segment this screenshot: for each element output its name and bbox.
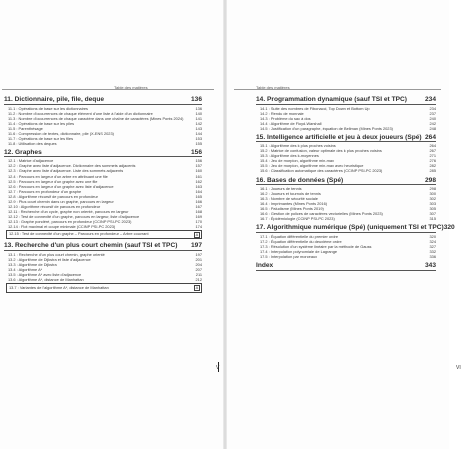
entry-title: Joueurs et tournois de tennis (270, 191, 321, 197)
entry-number: 16.7 : (260, 216, 270, 222)
entry-page: 141 (195, 115, 202, 121)
entry-title: Équation différentielle du deuxième ordre (270, 238, 342, 244)
entry-number: 17.5 : (260, 254, 270, 260)
entry-number: 15.3 : (260, 153, 270, 159)
entry-number: 17.2 : (260, 238, 270, 244)
entry-page: 303 (429, 201, 436, 207)
entry-title: Opérations de base sur les files (18, 135, 74, 141)
entry-page: 155 (195, 140, 202, 146)
entry-page: 212 (195, 277, 202, 283)
entry-title: Graphe avec liste d'adjacence. Dictionnaire des sommets adjacents (18, 163, 136, 169)
entry-page: 276 (429, 158, 436, 164)
entry-page: 285 (429, 168, 436, 174)
entry-title: Opérations de base sur les piles (18, 120, 75, 126)
entry-title: Algorithme A*, distance de Manhattan (18, 277, 84, 283)
entry-number: 11.3 : (8, 115, 18, 121)
chapter-page: 320 (443, 224, 455, 232)
entry-title: Gestion de polices de caractères vectorielles (Mines Ponts 2023) (270, 211, 383, 217)
toc-entry[interactable] (4, 277, 202, 282)
entry-title: Matrice d'adjacence (18, 158, 54, 164)
entry-title: Graphe avec liste d'adjacence. Liste des sommets adjacents (18, 168, 124, 174)
entry-number: 14.3 : (260, 115, 270, 121)
entry-title: Résolution d'un système linéaire par la méthode de Gauss (270, 243, 372, 249)
chapter-title: 15. Intelligence artificielle et jeu à deux joueurs (Spé) (256, 133, 422, 141)
entry-title: Classification automatique des caractères (CCINP PSI-PC 2023) (270, 168, 383, 174)
entry-number: 14.2 : (260, 110, 270, 116)
entry-title: Paludisme (Mines Ponts 2019) (270, 206, 324, 212)
entry-title: Compression de textes, dictionnaire, pile (X-ENS 2023) (18, 130, 114, 136)
toc-entry[interactable] (4, 224, 202, 229)
chapter-page: 264 (424, 133, 436, 141)
chapter-heading[interactable] (256, 96, 436, 105)
entry-title: Algorithme récursif de parcours en profondeur (18, 193, 98, 199)
entry-title: Nombre de sécurité sociale (270, 196, 318, 202)
entry-page: 197 (195, 251, 202, 257)
entry-title: Joueurs de tennis (270, 186, 302, 192)
toc-entry[interactable] (4, 141, 202, 146)
toc-chapter (4, 149, 202, 240)
entry-page: 211 (195, 272, 202, 278)
entry-number: 13.3 : (8, 262, 18, 268)
entry-page: 169 (195, 213, 202, 219)
entry-page: 142 (195, 120, 202, 126)
entry-number: 12.6 : (8, 183, 18, 189)
chapter-title: 14. Programmation dynamique (sauf TSI et TPC) (256, 96, 407, 103)
entry-page: 207 (195, 267, 202, 273)
entry-title: Utilisation des deques (18, 140, 57, 146)
entry-page: 136 (195, 105, 202, 111)
chapter-heading[interactable] (256, 134, 436, 143)
entry-title: Parenthésage (18, 125, 43, 131)
entry-page: 143 (195, 125, 202, 131)
toc-entry[interactable] (256, 126, 436, 131)
entry-title: Équation différentielle du premier ordre (270, 233, 339, 239)
entry-page: A (195, 231, 199, 237)
entry-number: 15.4 : (260, 158, 270, 164)
left-page (0, 0, 224, 449)
running-head: Table des matières (114, 85, 148, 90)
toc-chapter (4, 96, 202, 146)
entry-title: Parcours en largeur d'un graphe avec liste d'adjacence (18, 183, 114, 189)
toc-entry[interactable] (256, 168, 436, 173)
entry-number: 12.9 : (8, 198, 18, 204)
entry-number: 13.7 : (9, 284, 19, 290)
entry-title: Algorithme de Dijkstra (18, 262, 57, 268)
entry-page: 156 (195, 158, 202, 164)
toc-entry[interactable] (6, 230, 202, 240)
entry-title: Algorithme de Dijkstra et liste d'adjacence (18, 256, 91, 262)
entry-title: Parcours en largeur d'un graphe avec une file (18, 178, 98, 184)
entry-number: 17.3 : (260, 243, 270, 249)
toc-chapter (4, 242, 202, 292)
entry-page: 237 (429, 110, 436, 116)
chapter-page: 197 (190, 242, 202, 250)
toc-chapter (256, 224, 455, 260)
entry-title: Interpolation par morceaux (270, 254, 318, 260)
entry-page: 248 (429, 125, 436, 131)
entry-title: Imprimantes (Mines Ponts 2016) (270, 201, 328, 207)
header-rule (234, 89, 441, 90)
chapter-page: 343 (424, 262, 436, 270)
entry-number: 16.1 : (260, 186, 270, 192)
entry-page: 153 (195, 135, 202, 141)
entry-number: 12.2 : (8, 163, 18, 169)
header-rule (2, 89, 214, 90)
entry-page: A (195, 284, 199, 290)
entry-number: 12.14 : (8, 223, 20, 229)
entry-title: Flot maximal et coupe minimale (CCINP PSI-PC 2023) (21, 223, 116, 229)
entry-title: Variantes de l'algorithme A*, distance de Manhattan (19, 284, 109, 290)
entry-page: 267 (429, 148, 436, 154)
entry-page: 324 (429, 238, 436, 244)
chapter-page: 234 (424, 96, 436, 103)
entry-page: 168 (195, 208, 202, 214)
entry-number: 12.1 : (8, 158, 18, 164)
chapter-heading[interactable] (256, 177, 436, 186)
entry-title: Algorithme des k-moyennes (270, 153, 319, 159)
entry-title: Jeu de morpion, algorithme min-max avec heuristique (270, 163, 364, 169)
toc-chapter (256, 262, 436, 271)
entry-number: 11.5 : (8, 125, 18, 131)
entry-number: 13.6 : (8, 277, 18, 283)
entry-title: Plus court chemin dans un graphe, parcours en largeur (18, 198, 114, 204)
entry-title: Nombre d'occurrences de chaque élément d'une liste à l'aide d'un dictionnaire (18, 110, 153, 116)
toc-entry[interactable] (256, 216, 436, 221)
entry-title: Algorithme récursif de parcours en profondeur (20, 203, 101, 209)
entry-title: Épidémiologie (CCINP PSI-PC 2023) (270, 216, 335, 222)
entry-title: Problème du sac à dos (270, 115, 311, 121)
toc-chapter (256, 134, 436, 174)
entry-page: 300 (429, 191, 436, 197)
entry-page: 298 (429, 186, 436, 192)
entry-number: 12.12 : (8, 213, 20, 219)
entry-number: 14.4 : (260, 120, 270, 126)
entry-number: 11.2 : (8, 110, 18, 116)
entry-number: 16.2 : (260, 191, 270, 197)
entry-number: 13.5 : (8, 272, 18, 278)
entry-page: 240 (429, 115, 436, 121)
entry-number: 13.1 : (8, 251, 18, 257)
entry-title: Graphe pondéré, parcours en profondeur (CCINP PSI-PC 2023) (21, 218, 132, 224)
entry-number: 16.3 : (260, 196, 270, 202)
entry-number: 12.11 : (8, 208, 20, 214)
entry-page: 162 (195, 178, 202, 184)
entry-number: 14.1 : (260, 105, 270, 111)
entry-number: 12.5 : (8, 178, 18, 184)
entry-number: 12.10 : (8, 203, 20, 209)
page-number: V (216, 365, 220, 371)
chapter-title: 11. Dictionnaire, pile, file, deque (4, 96, 105, 103)
chapter-page: 136 (190, 96, 202, 103)
chapter-heading[interactable] (4, 149, 202, 158)
entry-page: 264 (429, 143, 436, 149)
entry-page: 307 (429, 211, 436, 217)
entry-page: 174 (195, 223, 202, 229)
entry-page: 140 (195, 110, 202, 116)
entry-title: Algorithme A* (18, 267, 43, 273)
entry-page: 302 (429, 196, 436, 202)
toc-entry[interactable] (256, 254, 436, 259)
entry-page: 160 (195, 168, 202, 174)
page-number: VI (456, 365, 461, 371)
entry-number: 12.13 : (8, 218, 20, 224)
entry-number: 17.4 : (260, 248, 270, 254)
entry-number: 14.5 : (260, 125, 270, 131)
entry-page: 170 (195, 218, 202, 224)
chapter-heading[interactable] (4, 96, 202, 105)
entry-page: 320 (429, 233, 436, 239)
entry-number: 16.5 : (260, 206, 270, 212)
entry-title: Justification d'un paragraphe, équation de Bellman (Mines Ponts 2023) (270, 125, 393, 131)
entry-page: 242 (429, 120, 436, 126)
entry-title: Matrice de confusion, valeur optimale des k plus proches voisins (270, 148, 382, 154)
entry-title: Rendu de monnaie (270, 110, 304, 116)
chapter-title: 16. Bases de données (Spé) (256, 176, 344, 184)
entry-page: 163 (195, 183, 202, 189)
chapter-title: 17. Algorithmique numérique (Spé) (uniquement TSI et TPC) (256, 224, 444, 232)
toc-chapter (256, 96, 436, 131)
entry-page: 327 (429, 243, 436, 249)
entry-number: 13.2 : (8, 256, 18, 262)
chapter-heading[interactable] (256, 224, 455, 233)
entry-number: 15.6 : (260, 168, 270, 174)
entry-page: 165 (195, 193, 202, 199)
entry-page: 201 (195, 256, 202, 262)
entry-page: 234 (429, 105, 436, 111)
entry-number: 12.15 : (9, 231, 21, 237)
entry-number: 12.3 : (8, 168, 18, 174)
entry-number: 17.1 : (260, 233, 270, 239)
entry-title: Nombre d'occurrences de chaque caractère dans une chaîne de caractères (Mines Ponts 2024) (18, 115, 184, 121)
entry-number: 12.8 : (8, 193, 18, 199)
entry-page: 336 (429, 254, 436, 260)
entry-page: 167 (195, 203, 202, 209)
entry-title: Parcours en largeur d'un arbre en attribuant une file (18, 173, 108, 179)
entry-number: 12.4 : (8, 173, 18, 179)
entry-title: Algorithme des k plus proches voisins (270, 143, 336, 149)
entry-title: Opérations de base sur les dictionnaires (18, 105, 88, 111)
entry-page: 282 (429, 163, 436, 169)
toc-entry[interactable] (6, 283, 202, 293)
entry-title: Test de connexité d'un graphe, parcours en largeur, liste d'adjacence (20, 213, 140, 219)
entry-number: 12.7 : (8, 188, 18, 194)
chapter-page: 298 (424, 176, 436, 184)
chapter-title: Index (256, 262, 274, 270)
chapter-title: 13. Recherche d'un plus court chemin (sauf TSI et TPC) (4, 242, 178, 250)
entry-title: Jeu de morpion, algorithme min-max (270, 158, 334, 164)
chapter-title: 12. Graphes (4, 148, 42, 156)
entry-page: 204 (195, 262, 202, 268)
entry-title: Recherche d'un plus court chemin, graphe orienté (18, 251, 105, 257)
chapter-heading[interactable] (256, 262, 436, 271)
entry-title: Test de connexité d'un graphe – Parcours en profondeur – Arbre couvrant (21, 231, 149, 237)
entry-page: 164 (195, 188, 202, 194)
entry-number: 11.1 : (8, 105, 18, 111)
entry-title: Algorithme de Floyd-Warshall (270, 120, 322, 126)
table-of-contents-right (256, 96, 455, 274)
entry-page: 271 (429, 153, 436, 159)
table-of-contents-left (4, 96, 202, 296)
entry-title: Parcours en profondeur d'un graphe (18, 188, 82, 194)
right-page (226, 0, 461, 449)
running-head: Table des matières (256, 85, 290, 90)
entry-page: 161 (195, 173, 202, 179)
chapter-heading[interactable] (4, 242, 202, 251)
entry-title: Suite des nombres de Fibonacci, Top Down et Bottom Up (270, 105, 370, 111)
entry-page: 157 (195, 163, 202, 169)
entry-page: 305 (429, 206, 436, 212)
entry-number: 15.5 : (260, 163, 270, 169)
entry-number: 11.4 : (8, 120, 18, 126)
entry-title: Algorithme A* avec liste d'adjacence (18, 272, 82, 278)
entry-page: 315 (429, 216, 436, 222)
entry-number: 16.4 : (260, 201, 270, 207)
entry-page: 144 (195, 130, 202, 136)
toc-chapter (256, 177, 436, 222)
entry-page: 166 (195, 198, 202, 204)
entry-number: 15.2 : (260, 148, 270, 154)
chapter-page: 156 (190, 148, 202, 156)
entry-number: 11.6 : (8, 130, 18, 136)
entry-title: Recherche d'un cycle, graphe non orienté, parcours en largeur (20, 208, 129, 214)
entry-number: 11.8 : (8, 140, 18, 146)
entry-number: 15.1 : (260, 143, 270, 149)
entry-number: 11.7 : (8, 135, 18, 141)
entry-page: 332 (429, 248, 436, 254)
entry-title: Interpolation polynomiale de Lagrange (270, 248, 338, 254)
entry-number: 16.6 : (260, 211, 270, 217)
entry-number: 13.4 : (8, 267, 18, 273)
